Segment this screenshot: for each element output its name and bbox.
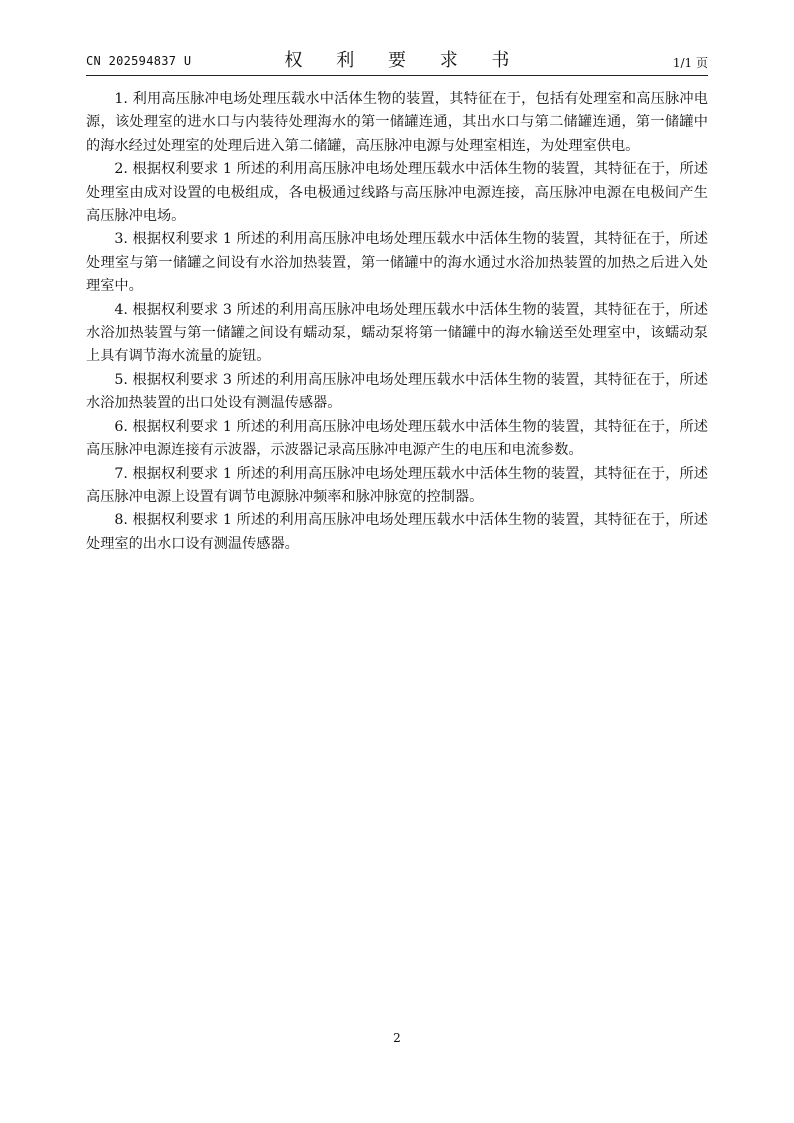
claim-4: 4. 根据权利要求 3 所述的利用高压脉冲电场处理压载水中活体生物的装置，其特征在于，所述水浴加热装置与第一储罐之间设有蠕动泵，蠕动泵将第一储罐中的海水输送至处理室中，该蠕动泵上具有调节海水流量的旋钮。 <box>86 301 708 365</box>
publication-number: CN 202594837 U <box>86 54 192 68</box>
claim-6: 6. 根据权利要求 1 所述的利用高压脉冲电场处理压载水中活体生物的装置，其特征在于，所述高压脉冲电源连接有示波器，示波器记录高压脉冲电源产生的电压和电流参数。 <box>86 418 708 459</box>
page-number: 2 <box>393 1031 401 1045</box>
document-title: 权 利 要 求 书 <box>284 50 524 71</box>
claim-3: 3. 根据权利要求 1 所述的利用高压脉冲电场处理压载水中活体生物的装置，其特征在于，所述处理室与第一储罐之间设有水浴加热装置，第一储罐中的海水通过水浴加热装置的加热之后进入处理室中。 <box>86 231 708 295</box>
claim-5: 5. 根据权利要求 3 所述的利用高压脉冲电场处理压载水中活体生物的装置，其特征在于，所述水浴加热装置的出口处设有测温传感器。 <box>86 371 708 412</box>
page-header <box>86 46 708 76</box>
page-info: 1/1 页 <box>672 56 708 70</box>
claims-list <box>86 88 708 556</box>
claim-7: 7. 根据权利要求 1 所述的利用高压脉冲电场处理压载水中活体生物的装置，其特征在于，所述高压脉冲电源上设置有调节电源脉冲频率和脉冲脉宽的控制器。 <box>86 465 708 505</box>
claim-8: 8. 根据权利要求 1 所述的利用高压脉冲电场处理压载水中活体生物的装置，其特征在于，所述处理室的出水口设有测温传感器。 <box>86 512 708 552</box>
claim-1: 1. 利用高压脉冲电场处理压载水中活体生物的装置，其特征在于，包括有处理室和高压脉冲电源，该处理室的进水口与内装待处理海水的第一储罐连通，其出水口与第二储罐连通，第一储罐中的海水经过处理室的处理后进入第二储罐，高压脉冲电源与处理室相连，为处理室供电。 <box>86 91 708 154</box>
header-divider <box>86 75 708 76</box>
claim-2: 2. 根据权利要求 1 所述的利用高压脉冲电场处理压载水中活体生物的装置，其特征在于，所述处理室由成对设置的电极组成，各电极通过线路与高压脉冲电源连接，高压脉冲电源在电极间产生高压脉冲电场。 <box>86 161 708 225</box>
